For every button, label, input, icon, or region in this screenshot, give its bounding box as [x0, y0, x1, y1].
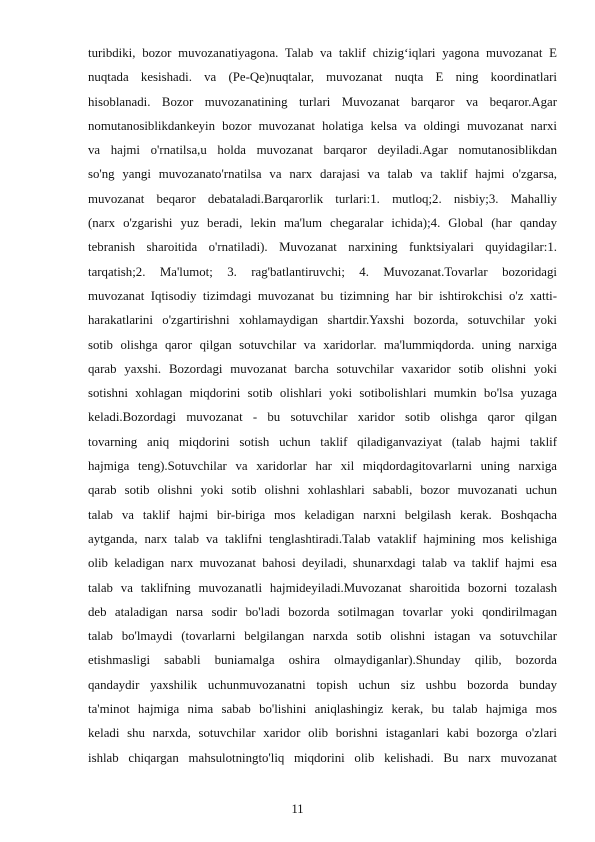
text-line: so'ng yangi muvozanato'rnatilsa va narx darajasi va talab va taklif hajmi o'zgarsa,: [88, 167, 557, 182]
text-line: tovarning aniq miqdorini sotish uchun taklif qiladiganvaziyat (talab hajmi taklif: [88, 434, 557, 449]
text-line: sotishni xohlagan miqdorini sotib olishlari yoki sotibolishlari mumkin bo'lsa yuzaga: [88, 386, 557, 401]
text-line: tarqatish;2. Ma'lumot; 3. rag'batlantiruvchi; 4. Muvozanat.Tovarlar bozoridagi: [88, 264, 557, 279]
text-line: olib keladigan narx muvozanat bahosi deyiladi, shunarxdagi talab va taklif hajmi esa: [88, 556, 557, 571]
text-line: (narx o'zgarishi yuz beradi, lekin ma'lum chegaralar ichida);4. Global (har qanday: [88, 216, 557, 231]
text-line: hisoblanadi. Bozor muvozanatining turlari Muvozanat barqaror va beqaror.Agar: [88, 94, 557, 109]
text-line: va hajmi o'rnatilsa,u holda muvozanat barqaror deyiladi.Agar nomutanosiblikdan: [88, 143, 557, 158]
text-line: qarab sotib olishni yoki sotib olishni xohlashlari sababli, bozor muvozanati uchun: [88, 483, 557, 498]
text-line: nomutanosiblikdankeyin bozor muvozanat holatiga kelsa va oldingi muvozanat narxi: [88, 118, 557, 133]
text-line: talab va taklifning muvozanatli hajmideyiladi.Muvozanat sharoitida bozorni tozalash: [88, 580, 557, 595]
text-line: harakatlarini o'zgartirishni xohlamaydigan shartdir.Yaxshi bozorda, sotuvchilar yoki: [88, 313, 557, 328]
text-line: muvozanat Iqtisodiy tizimdagi muvozanat bu tizimning har bir ishtirokchisi o'z xatti-: [88, 288, 557, 303]
text-line: talab va taklif hajmi bir-biriga mos keladigan narxni belgilash kerak. Boshqacha: [88, 507, 557, 522]
text-line: aytganda, narx talab va taklifni tenglashtiradi.Talab vataklif hajmining mos kelishiga: [88, 531, 557, 546]
text-line: nuqtada kesishadi. va (Pe-Qe)nuqtalar, muvozanat nuqta E ning koordinatlari: [88, 70, 557, 85]
text-line: keladi.Bozordagi muvozanat - bu sotuvchilar xaridor sotib olishga qaror qilgan: [88, 410, 557, 425]
text-line: qarab yaxshi. Bozordagi muvozanat barcha sotuvchilar vaxaridor sotib olishni yoki: [88, 361, 557, 376]
text-line: talab bo'lmaydi (tovarlarni belgilangan narxda sotib olishni istagan va sotuvchilar: [88, 629, 557, 644]
text-line: qandaydir yaxshilik uchunmuvozanatni topish uchun siz ushbu bozorda bunday: [88, 677, 557, 692]
text-line: hajmiga teng).Sotuvchilar va xaridorlar har xil miqdordagitovarlarni uning narxiga: [88, 459, 557, 474]
text-line: sotib olishga qaror qilgan sotuvchilar va xaridorlar. ma'lummiqdorda. uning narxiga: [88, 337, 557, 352]
text-line: etishmasligi sababli buniamalga oshira olmaydiganlar).Shunday qilib, bozorda: [88, 653, 557, 668]
text-line: ishlab chiqargan mahsulotningto'liq miqdorini olib kelishadi. Bu narx muvozanat: [88, 750, 557, 765]
text-line: tebranish sharoitida o'rnatiladi). Muvozanat narxining funktsiyalari quyidagilar:1.: [88, 240, 557, 255]
text-line: keladi shu narxda, sotuvchilar xaridor olib borishni istaganlari kabi bozorga o'zlari: [88, 726, 557, 741]
text-line: ta'minot hajmiga nima sabab bo'lishini aniqlashingiz kerak, bu talab hajmiga mos: [88, 702, 557, 717]
page-number: 11: [291, 802, 304, 816]
text-line: muvozanat beqaror debataladi.Barqarorlik turlari:1. mutloq;2. nisbiy;3. Mahalliy: [88, 191, 557, 206]
document-body: [88, 41, 557, 770]
text-line: turibdiki, bozor muvozanatiyagona. Talab va taklif chizig‘iqlari yagona muvozanat E: [88, 46, 557, 60]
text-line: deb ataladigan narsa sodir bo'ladi bozorda sotilmagan tovarlar yoki qondirilmagan: [88, 604, 557, 619]
